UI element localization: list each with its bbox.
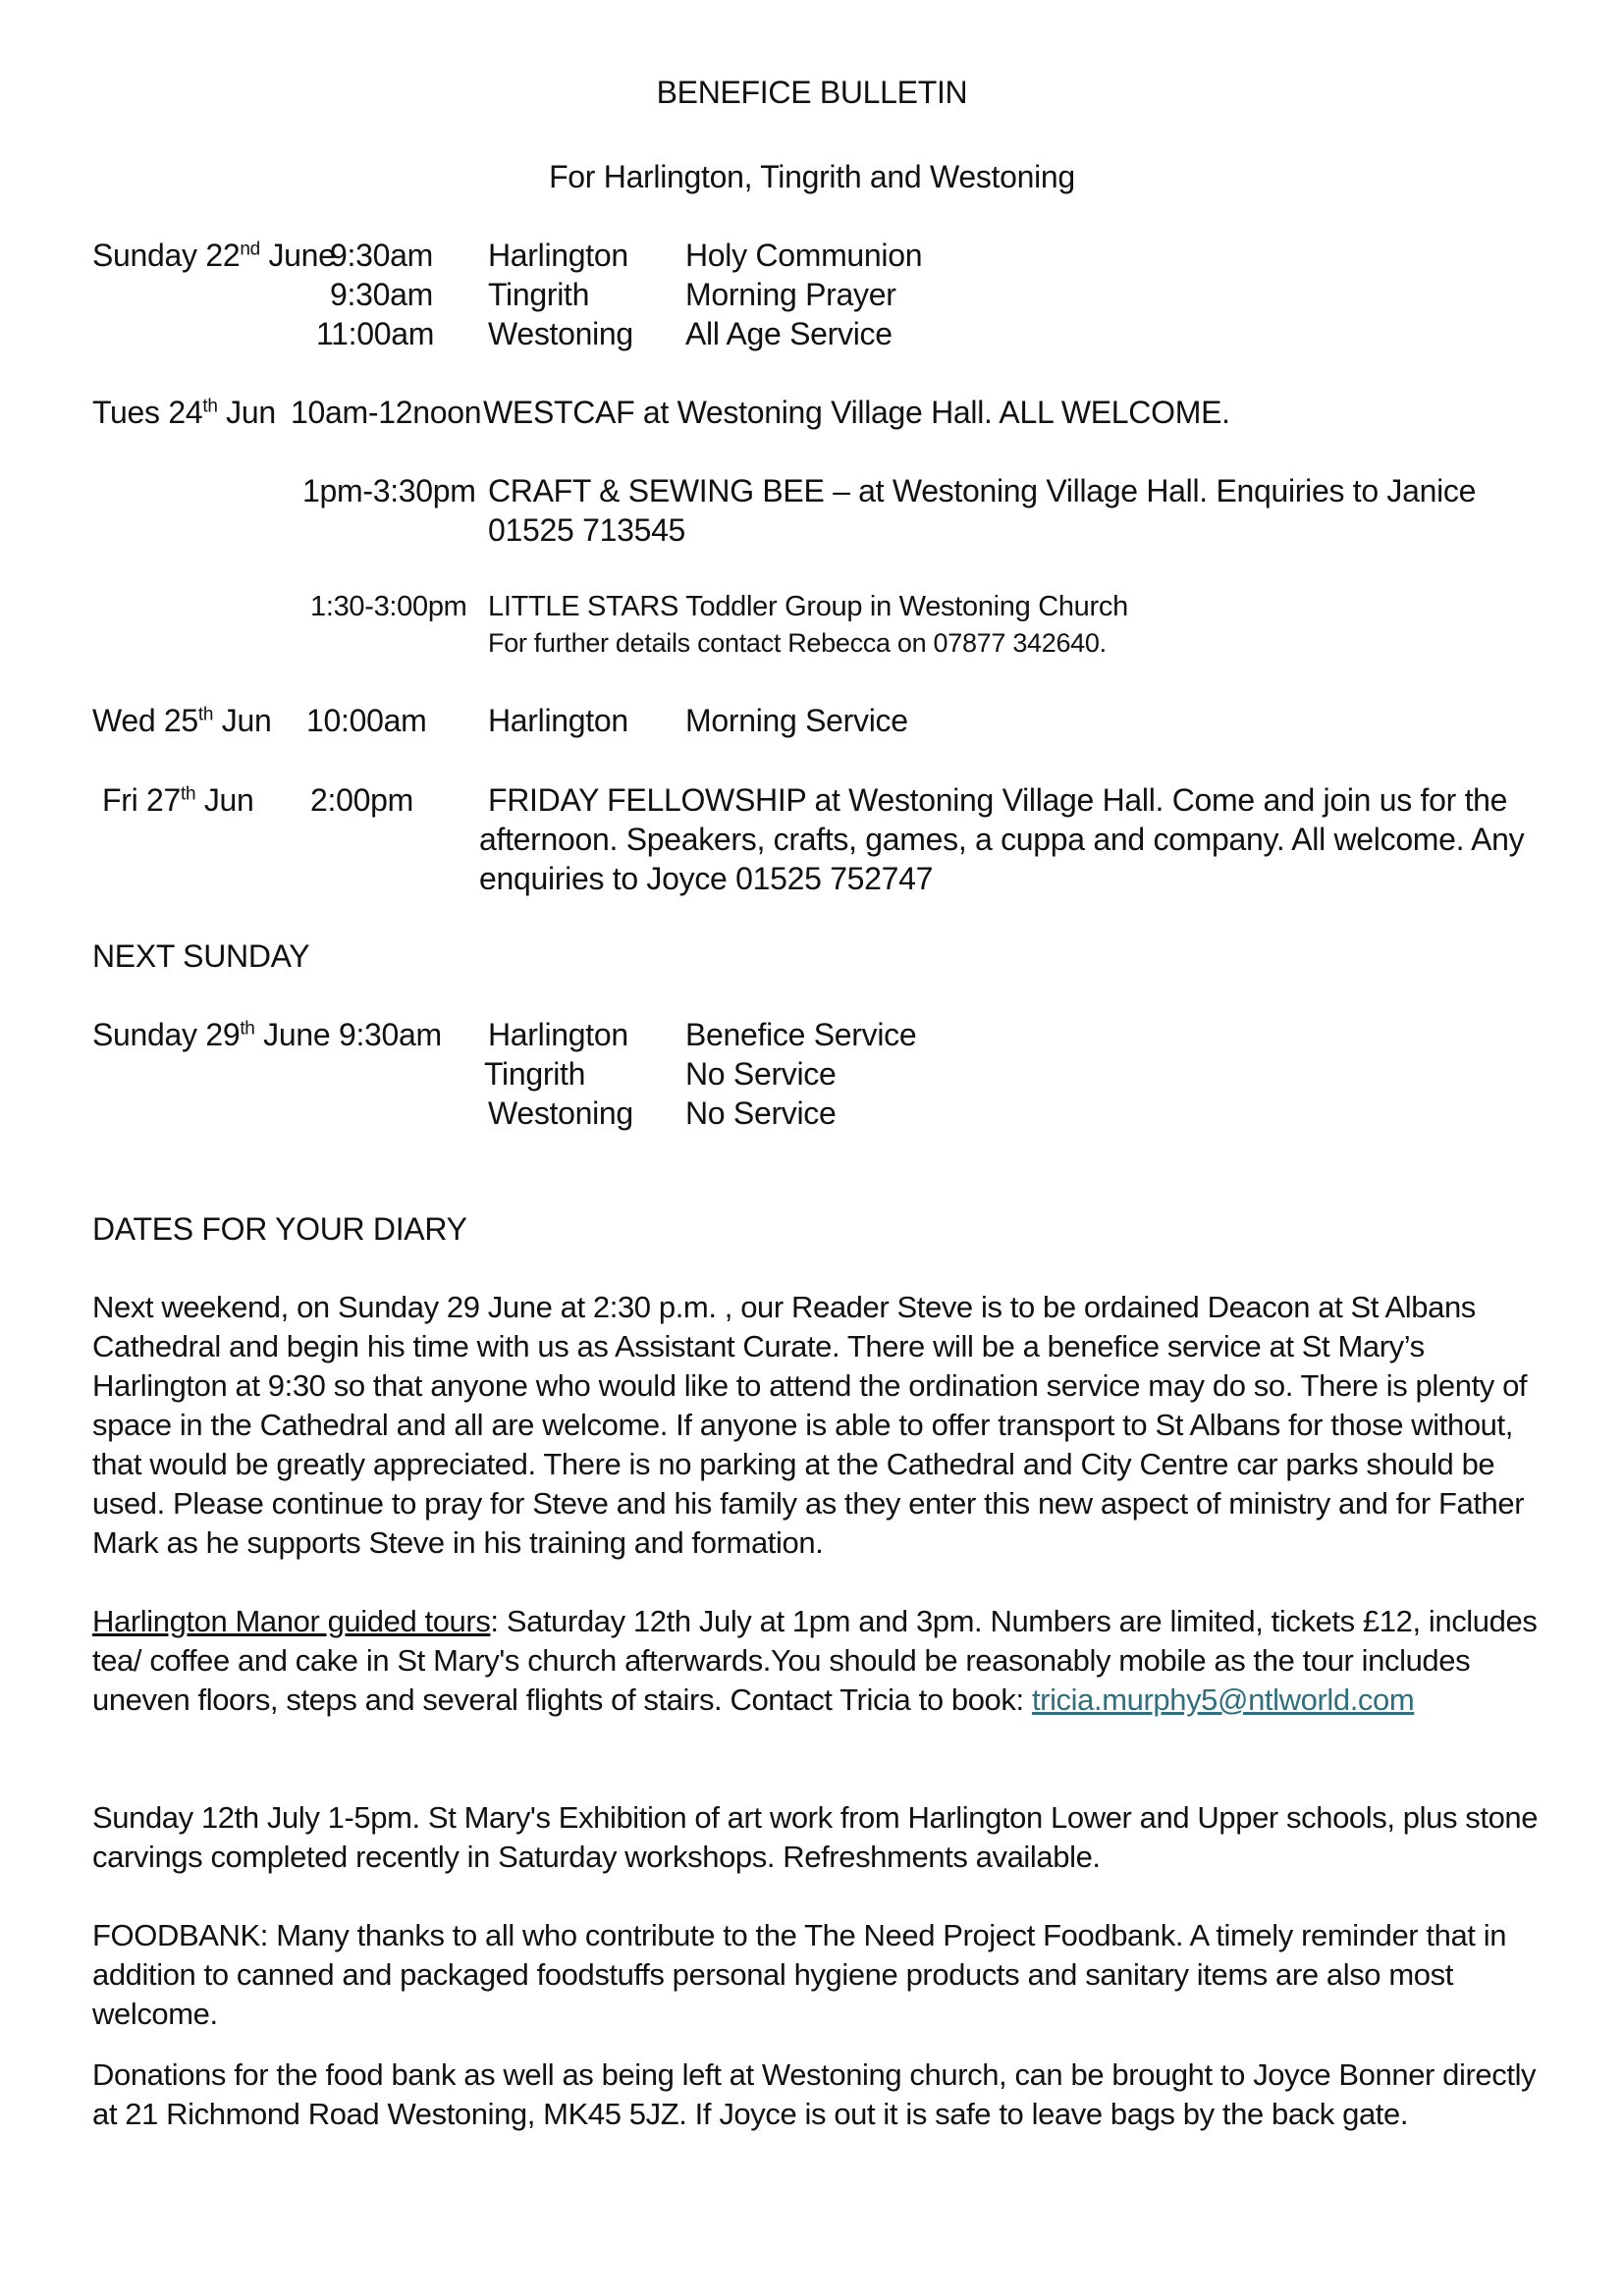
tues-time-2: 1pm-3:30pm <box>302 473 476 508</box>
sunday22-date: Sunday 22nd June <box>92 238 336 273</box>
sunday22-place-2: Tingrith <box>488 277 590 312</box>
foodbank-paragraph: FOODBANK: Many thanks to all who contribute to the The Need Project Foodbank. A timely reminder that in addition to canned and packaged foodstuffs personal hygiene products and sanitary items are also most welcome. <box>92 1918 1507 2031</box>
next-sunday-heading: NEXT SUNDAY <box>92 938 310 974</box>
sunday22-place-3: Westoning <box>488 316 633 351</box>
page-title: BENEFICE BULLETIN <box>656 75 968 110</box>
sunday22-time-2: 9:30am <box>330 277 433 312</box>
manor-tours-paragraph <box>92 1602 1545 1720</box>
wed-place: Harlington <box>488 703 628 738</box>
manor-tours-label: Harlington Manor guided tours <box>92 1604 491 1638</box>
sunday22-place-1: Harlington <box>488 238 628 273</box>
sunday22-service-3: All Age Service <box>685 316 893 351</box>
page-subtitle: For Harlington, Tingrith and Westoning <box>549 159 1075 194</box>
fri-date: Fri 27th Jun <box>102 782 254 818</box>
sunday22-service-2: Morning Prayer <box>685 277 896 312</box>
sunday29-service-1: Benefice Service <box>685 1017 917 1052</box>
sunday29-service-2: No Service <box>685 1056 837 1092</box>
wed-time: 10:00am <box>306 703 427 738</box>
tues-event-1: WESTCAF at Westoning Village Hall. ALL WELCOME. <box>483 395 1230 430</box>
tues-event-3-contact: For further details contact Rebecca on 07877 342640. <box>488 628 1107 658</box>
exhibition-paragraph: Sunday 12th July 1-5pm. St Mary's Exhibition of art work from Harlington Lower and Upper schools, plus stone carvings completed recently in Saturday workshops. Refreshments available. <box>92 1800 1539 1874</box>
tues-time-3: 1:30-3:00pm <box>310 591 467 622</box>
fri-line-3: enquiries to Joyce 01525 752747 <box>479 861 934 896</box>
sunday29-place-1: Harlington <box>488 1017 628 1052</box>
sunday29-service-3: No Service <box>685 1095 837 1131</box>
sunday22-service-1: Holy Communion <box>685 238 923 273</box>
tricia-email-link[interactable]: tricia.murphy5@ntlworld.com <box>1031 1682 1415 1717</box>
wed-service: Morning Service <box>685 703 908 738</box>
sunday29-place-2: Tingrith <box>484 1056 586 1092</box>
diary-heading: DATES FOR YOUR DIARY <box>92 1211 467 1247</box>
tues-event-3: LITTLE STARS Toddler Group in Westoning Church <box>488 591 1128 622</box>
sunday29-place-3: Westoning <box>488 1095 633 1131</box>
donations-paragraph: Donations for the food bank as well as being left at Westoning church, can be brought to Joyce Bonner directly at 21 Richmond Road Westoning, MK45 5JZ. If Joyce is out it is safe to leave bags by the back gate. <box>92 2057 1537 2131</box>
wed-date: Wed 25th Jun <box>92 703 272 738</box>
ordination-paragraph: Next weekend, on Sunday 29 June at 2:30 p.m. , our Reader Steve is to be ordained Deacon at St Albans Cathedral and begin his time with us as Assistant Curate. There will be a benefice service at St Mary’s Harlington at 9:30 so that anyone who would like to attend the ordination service may do so. There is plenty of space in the Cathedral and all are welcome. If anyone is able to offer transport to St Albans for those without, that would be greatly appreciated. There is no parking at the Cathedral and City Centre car parks should be used. Please continue to pray for Steve and his family as they enter this new aspect of ministry and for Father Mark as he supports Steve in his training and formation. <box>92 1290 1528 1560</box>
sunday29-date: Sunday 29th June 9:30am <box>92 1017 442 1052</box>
tues-date: Tues 24th Jun <box>92 395 276 430</box>
fri-line-1: FRIDAY FELLOWSHIP at Westoning Village Hall. Come and join us for the <box>488 782 1508 818</box>
tues-time-1: 10am-12noon <box>291 395 482 430</box>
fri-time: 2:00pm <box>310 782 413 818</box>
tues-event-2-phone: 01525 713545 <box>488 512 686 548</box>
tues-event-2: CRAFT & SEWING BEE – at Westoning Village Hall. Enquiries to Janice <box>488 473 1477 508</box>
fri-line-2: afternoon. Speakers, crafts, games, a cuppa and company. All welcome. Any <box>479 822 1525 857</box>
manor-tours-text: : Saturday 12th July at 1pm and 3pm. Numbers are limited, tickets £12, includes tea/ coffee and cake in St Mary's church afterwards.You should be reasonably mobile as the tour includes uneven floors, steps and several flights of stairs. Contact Tricia to book: <box>92 1604 1538 1717</box>
sunday22-time-3: 11:00am <box>316 316 435 351</box>
sunday22-time-1: 9:30am <box>330 238 433 273</box>
